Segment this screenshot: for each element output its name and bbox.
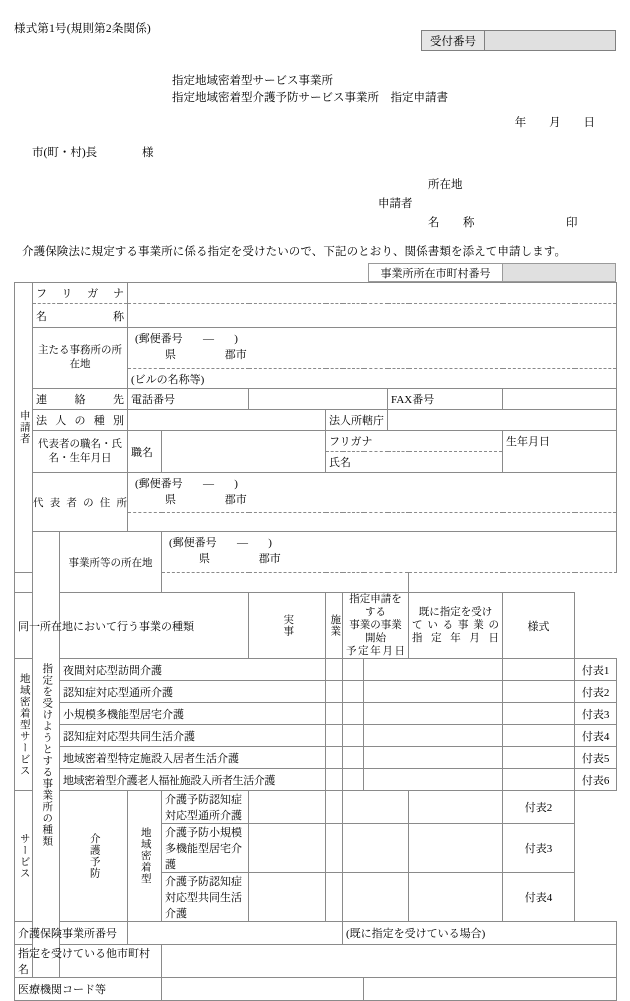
corp-authority-label-cell	[326, 410, 388, 431]
office-address-cont-cell[interactable]	[15, 573, 409, 593]
applicant-address-label: 所在地	[428, 179, 463, 191]
main-office-building-cell[interactable]	[128, 369, 617, 389]
insurance-note-cell	[343, 922, 617, 945]
insurance-number-segments-cell[interactable]	[128, 922, 343, 945]
representative-zip-label: (郵便番号	[135, 478, 183, 490]
business-kind-header-cell	[15, 593, 249, 659]
tel-label: 電話番号	[131, 394, 176, 406]
service-existing-date-5[interactable]	[503, 769, 575, 791]
insurance-number-label: 介護保険事業所番号	[18, 928, 117, 940]
office-pref-label: 県	[199, 553, 211, 565]
service-apply-date-6[interactable]	[343, 791, 409, 824]
office-zip-dash: ―	[236, 537, 248, 549]
service-impl2-6[interactable]	[326, 791, 343, 824]
apply-date-header-cell	[343, 593, 409, 659]
receipt-number-field[interactable]	[485, 31, 615, 50]
tel-value-cell[interactable]	[249, 389, 388, 410]
service-impl2-2[interactable]	[343, 703, 364, 725]
other-municipality-label: 指定を受けている他市町村名	[18, 948, 150, 976]
service-impl2-8[interactable]	[326, 873, 343, 922]
table-row-representative-address	[15, 473, 617, 513]
contact-label-cell	[33, 389, 128, 410]
representative-address-label-cell	[33, 473, 128, 532]
service-form-5: 付表6	[575, 769, 617, 791]
office-city-label: 郡市	[258, 553, 281, 565]
application-table	[14, 282, 617, 1001]
representative-name-label: 氏名	[329, 457, 352, 469]
impl-header-col2: 施業	[329, 614, 341, 637]
service-apply-date-8[interactable]	[343, 873, 409, 922]
main-office-label: 主たる事務所の所在地	[38, 345, 122, 370]
service-impl1-6[interactable]	[249, 791, 326, 824]
service-form-2: 付表3	[575, 703, 617, 725]
main-office-pref-line	[131, 346, 613, 362]
service-existing-date-8[interactable]	[409, 873, 503, 922]
table-row-corp-type	[15, 410, 617, 431]
document-title	[172, 73, 448, 107]
office-zip-line	[165, 534, 613, 550]
service-apply-date-3[interactable]	[364, 725, 503, 747]
furigana-value-cell[interactable]	[128, 283, 617, 304]
group1-label: 地域密着型サービス	[18, 672, 30, 777]
group2-label-cell-a	[128, 791, 162, 922]
service-impl1-7[interactable]	[249, 824, 326, 873]
apply-date-header-line-3: 予定年月日	[346, 646, 406, 657]
service-impl1-4[interactable]	[326, 747, 343, 769]
main-office-zip-label: (郵便番号	[135, 333, 183, 345]
corp-authority-label: 法人所轄庁	[329, 415, 385, 427]
impl-header-col2-cell	[326, 593, 343, 659]
addressee-line	[32, 144, 154, 160]
table-row-representative-furigana	[15, 431, 617, 452]
service-apply-date-0[interactable]	[364, 659, 503, 681]
medical-code-label-cell	[15, 978, 162, 1001]
corp-type-label: 法人の種別	[36, 415, 125, 427]
table-row-name	[15, 304, 617, 328]
existing-date-header-line-3: 指定年月日	[412, 633, 500, 644]
main-office-zip-line	[131, 330, 613, 346]
applicant-signature-block	[0, 176, 630, 233]
date-year-label: 年	[514, 117, 528, 129]
corp-type-label-cell	[33, 410, 128, 431]
main-office-zip-close: )	[234, 333, 238, 345]
representative-furigana-label: フリガナ	[329, 436, 373, 448]
table-row-service-6	[15, 791, 617, 824]
table-row-office-address-cont	[15, 573, 617, 593]
service-impl2-4[interactable]	[343, 747, 364, 769]
service-form-8: 付表4	[503, 873, 575, 922]
furigana-label-cell	[33, 283, 128, 304]
table-row-service-5	[15, 769, 617, 791]
receipt-number-box	[421, 30, 616, 51]
corp-authority-value-cell[interactable]	[388, 410, 617, 431]
addressee-honorific: 様	[142, 147, 154, 159]
applicant-side-label: 申請者	[18, 410, 30, 445]
table-row-office-address	[15, 532, 617, 573]
receipt-number-label: 受付番号	[422, 31, 485, 50]
apply-date-header-line-1: 指定申請をする	[349, 594, 402, 618]
representative-name-cell[interactable]	[326, 452, 503, 473]
existing-date-header-line-2: ている事業の	[412, 620, 500, 631]
date-month-label: 月	[549, 117, 562, 129]
municipality-number-label: 事業所所在市町村番号	[369, 264, 503, 281]
service-impl1-5[interactable]	[326, 769, 343, 791]
representative-zip-close: )	[234, 478, 238, 490]
main-office-pref-label: 県	[165, 349, 177, 361]
table-row-contact	[15, 389, 617, 410]
fax-value-cell[interactable]	[503, 389, 617, 410]
service-impl2-0[interactable]	[343, 659, 364, 681]
service-form-1: 付表2	[575, 681, 617, 703]
representative-city-label: 郡市	[224, 494, 247, 506]
date-line	[515, 114, 596, 130]
representative-label: 代表者の職名・氏名・生年月日	[38, 438, 122, 464]
service-name-5: 地域密着型介護老人福祉施設入所者生活介護	[60, 769, 326, 791]
service-name-8: 介護予防認知症対応型共同生活介護	[162, 873, 249, 922]
existing-date-header-cell	[409, 593, 503, 659]
service-impl1-2[interactable]	[326, 703, 343, 725]
table-row-furigana	[15, 283, 617, 304]
service-name-4: 地域密着型特定施設入居者生活介護	[60, 747, 326, 769]
office-address-cell[interactable]	[162, 532, 617, 573]
existing-date-header-line-1: 既に指定を受け	[418, 607, 493, 618]
table-row-service-4	[15, 747, 617, 769]
apply-date-header-line-2: 事業の事業開始	[349, 620, 402, 644]
applicant-label: 申請者	[378, 198, 413, 210]
service-name-2: 小規模多機能型居宅介護	[60, 703, 326, 725]
representative-post-label: 職名	[131, 446, 154, 459]
representative-zip-line	[131, 475, 613, 491]
representative-address-label: 代表者の住所	[33, 497, 128, 509]
main-office-city-label: 郡市	[224, 349, 247, 361]
insurance-number-label-cell	[15, 922, 128, 945]
table-row-medical-code	[15, 978, 617, 1001]
form-column-header-cell	[503, 593, 575, 659]
designation-side-label: 指定を受けようとする事業所の種類	[41, 662, 53, 847]
service-form-7: 付表3	[503, 824, 575, 873]
service-form-0: 付表1	[575, 659, 617, 681]
service-impl1-8[interactable]	[249, 873, 326, 922]
service-name-3: 認知症対応型共同生活介護	[60, 725, 326, 747]
other-municipality-label-cell	[15, 945, 162, 978]
contact-label: 連絡先	[36, 394, 125, 406]
service-form-3: 付表4	[575, 725, 617, 747]
title-line-2: 指定地域密着型介護予防サービス事業所 指定申請書	[172, 92, 448, 104]
table-row-service-1	[15, 681, 617, 703]
building-name-label: (ビルの名称等)	[131, 373, 205, 386]
representative-post-value-cell[interactable]	[162, 431, 326, 473]
lead-statement: 介護保険法に規定する事業所に係る指定を受けたいので、下記のとおり、関係書類を添えて申請します。	[22, 246, 567, 258]
representative-pref-label: 県	[165, 494, 177, 506]
representative-post-label-cell	[128, 431, 162, 473]
table-row-main-office-zip	[15, 328, 617, 369]
addressee-label: 市(町・村)長	[32, 147, 98, 159]
birthdate-cell[interactable]	[503, 431, 617, 473]
table-row-other-municipality	[15, 945, 617, 978]
form-number: 様式第1号(規則第2条関係)	[14, 23, 151, 35]
impl-header-col1: 実事	[282, 614, 294, 637]
applicant-side-label-cell	[15, 283, 33, 573]
furigana-label: フリガナ	[36, 288, 125, 300]
service-apply-date-4[interactable]	[364, 747, 503, 769]
service-impl1-0[interactable]	[326, 659, 343, 681]
main-office-zip-dash: ―	[202, 333, 214, 345]
service-apply-date-1[interactable]	[364, 681, 503, 703]
tel-label-cell	[128, 389, 249, 410]
representative-address-cell[interactable]	[128, 473, 617, 513]
table-row-service-3	[15, 725, 617, 747]
seal-mark: 印	[566, 217, 578, 229]
office-pref-line	[165, 550, 613, 566]
service-impl2-1[interactable]	[343, 681, 364, 703]
medical-code-extra-cell[interactable]	[364, 978, 617, 1001]
service-existing-date-2[interactable]	[503, 703, 575, 725]
representative-address-cont-cell[interactable]	[128, 513, 617, 532]
service-impl1-3[interactable]	[326, 725, 343, 747]
table-row-service-0	[15, 659, 617, 681]
insurance-note: (既に指定を受けている場合)	[346, 928, 486, 940]
title-line-1: 指定地域密着型サービス事業所	[172, 75, 333, 87]
municipality-number-strip	[368, 263, 616, 282]
table-row-insurance-number	[15, 922, 617, 945]
table-row-service-header	[15, 593, 617, 659]
representative-furigana-cell[interactable]	[326, 431, 503, 452]
impl-header-col1-cell	[249, 593, 326, 659]
service-impl2-3[interactable]	[343, 725, 364, 747]
group2-label-b: 介護予防	[88, 833, 100, 879]
service-existing-date-0[interactable]	[503, 659, 575, 681]
business-kind-header: 同一所在地において行う事業の種類	[18, 620, 194, 633]
service-existing-date-3[interactable]	[503, 725, 575, 747]
table-row-service-2	[15, 703, 617, 725]
service-form-4: 付表5	[575, 747, 617, 769]
service-name-6: 介護予防認知症対応型通所介護	[162, 791, 249, 824]
service-name-7: 介護予防小規模多機能型居宅介護	[162, 824, 249, 873]
other-municipality-value-cell[interactable]	[162, 945, 617, 978]
fax-label: FAX番号	[391, 394, 435, 406]
municipality-number-field[interactable]	[503, 264, 615, 281]
office-zip-close: )	[268, 537, 272, 549]
form-column-header: 様式	[527, 620, 550, 633]
fax-label-cell	[388, 389, 503, 410]
medical-code-label: 医療機関コード等	[18, 984, 106, 996]
group2-label-cell-b	[60, 791, 128, 922]
service-apply-date-5[interactable]	[364, 769, 503, 791]
representative-label-cell	[33, 431, 128, 473]
service-apply-date-7[interactable]	[343, 824, 409, 873]
corp-type-value-cell[interactable]	[128, 410, 326, 431]
service-impl2-5[interactable]	[343, 769, 364, 791]
service-existing-date-7[interactable]	[409, 824, 503, 873]
group1-label-cell	[15, 659, 33, 791]
service-apply-date-2[interactable]	[364, 703, 503, 725]
office-address-label: 事業所等の所在地	[68, 557, 153, 569]
medical-code-segments-cell[interactable]	[162, 978, 364, 1001]
office-zip-label: (郵便番号	[169, 537, 217, 549]
service-name-1: 認知症対応型通所介護	[60, 681, 326, 703]
name-value-cell[interactable]	[128, 304, 617, 328]
service-form-6: 付表2	[503, 791, 575, 824]
representative-zip-dash: ―	[202, 478, 214, 490]
service-name-0: 夜間対応型訪問介護	[60, 659, 326, 681]
name-label-cell	[33, 304, 128, 328]
service-impl2-7[interactable]	[326, 824, 343, 873]
service-existing-date-1[interactable]	[503, 681, 575, 703]
applicant-name-label: 名 称	[428, 217, 481, 229]
name-label: 名称	[36, 310, 125, 323]
birthdate-label: 生年月日	[506, 436, 551, 448]
group2-label-c: サービス	[18, 833, 30, 879]
service-impl1-1[interactable]	[326, 681, 343, 703]
date-day-label: 日	[583, 117, 596, 129]
service-existing-date-6[interactable]	[409, 791, 503, 824]
main-office-label-cell	[33, 328, 128, 389]
representative-pref-line	[131, 491, 613, 507]
group2-label-a: 地域密着型	[139, 827, 151, 885]
group2-label-cell-c	[15, 791, 33, 922]
service-existing-date-4[interactable]	[503, 747, 575, 769]
main-office-address-cell[interactable]	[128, 328, 617, 369]
